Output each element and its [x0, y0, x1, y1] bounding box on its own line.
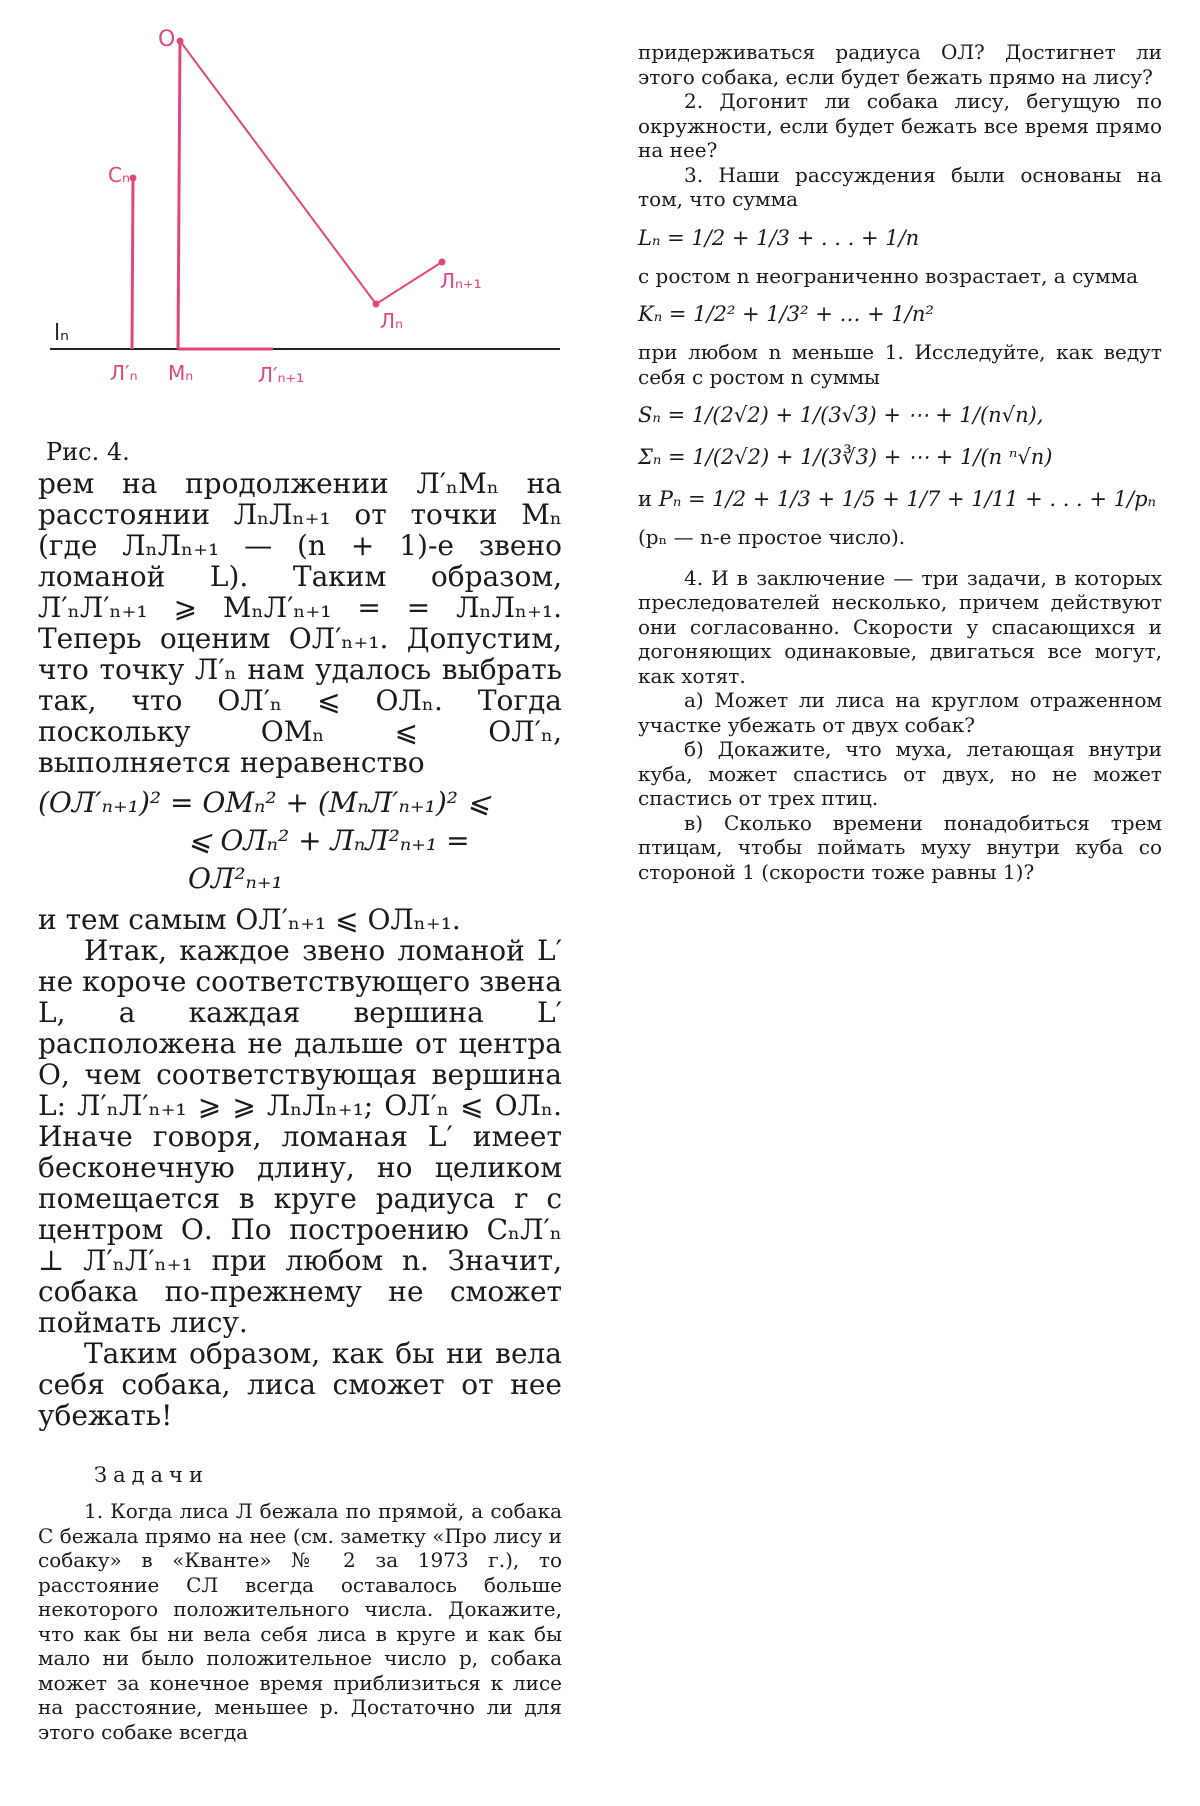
formula-Kn: Kₙ = 1/2² + 1/3² + … + 1/n² [638, 302, 934, 326]
polyline-O-L-L1 [180, 41, 442, 304]
paragraph: рем на продолжении Л′ₙMₙ на расстоянии ЛₙЛₙ₊₁ от точки Mₙ (где ЛₙЛₙ₊₁ — (n + 1)-е звено ломаной L). Таким образом, Л′ₙЛ′ₙ₊₁ ⩾ MₙЛ′ₙ₊₁ = = ЛₙЛₙ₊₁. Теперь оценим ОЛ′ₙ₊₁. Допустим, что точку Л′ₙ нам удалось выбрать так, что ОЛ′ₙ ⩽ ОЛₙ. Тогда поскольку ОMₙ ⩽ ОЛ′ₙ, выполняется неравенство [38, 467, 562, 779]
segment-C-L-prime [132, 178, 133, 349]
conjunction: и [638, 487, 652, 511]
paragraph: Таким образом, как бы ни вела себя собака, лиса сможет от нее убежать! [38, 1337, 562, 1432]
tasks-heading: Задачи [94, 1463, 209, 1487]
paragraph: Итак, каждое звено ломаной L′ не короче соответствующего звена L, а каждая вершина L′ расположена не дальше от центра О, чем соответствующая вершина L: Л′ₙЛ′ₙ₊₁ ⩾ ⩾ ЛₙЛₙ₊₁; ОЛ′ₙ ⩽ ОЛₙ. Иначе говоря, ломаная L′ имеет бесконечную длину, но целиком помещается в круге радиуса r с центром О. По построению СₙЛ′ₙ ⊥ Л′ₙЛ′ₙ₊₁ при любом n. Значит, собака по-прежнему не сможет поймать лису. [38, 934, 562, 1339]
point-C-n [130, 175, 137, 182]
task-3-intro: 3. Наши рассуждения были основаны на том, что сумма [638, 162, 1162, 211]
label-l-n: lₙ [54, 321, 69, 346]
task-1: 1. Когда лиса Л бежала по прямой, а собака С бежала прямо на нее (см. заметку «Про лису и собаку» в «Кванте» № 2 за 1973 г.), то расстояние СЛ всегда оставалось больше некоторого положительного числа. Докажите, что как бы ни вела себя лиса в круге и как бы мало ни было положительное число p, собака может за конечное время приблизиться к лисе на расстояние, меньшее p. Достаточно ли для этого собаке всегда [38, 1499, 562, 1744]
segment-O-M [178, 41, 180, 349]
point-L-n [373, 301, 380, 308]
figure-4 [40, 20, 580, 450]
label-L-prime-n: Л′ₙ [110, 361, 138, 385]
label-C-n: Сₙ [108, 163, 130, 187]
paragraph: при любом n меньше 1. Исследуйте, как ведут себя с ростом n суммы [638, 340, 1162, 389]
formula-Sn: Sₙ = 1/(2√2) + 1/(3√3) + ⋯ + 1/(n√n), [638, 403, 1044, 427]
formula-line: (ОЛ′ₙ₊₁)² = ОMₙ² + (MₙЛ′ₙ₊₁)² ⩽ [38, 786, 491, 819]
task-4b: б) Докажите, что муха, летающая внутри куба, может спастись от двух, но не может спастись от трех птиц. [638, 737, 1162, 810]
label-O: О [158, 27, 176, 52]
label-L-n1: Лₙ₊₁ [440, 269, 482, 293]
task-4a: а) Может ли лиса на круглом отраженном участке убежать от двух собак? [638, 688, 1162, 737]
formula-Pn: Pₙ = 1/2 + 1/3 + 1/5 + 1/7 + 1/11 + . . . + 1/pₙ [658, 487, 1157, 511]
label-L-n: Лₙ [380, 309, 404, 333]
point-O [177, 38, 184, 45]
task-4: 4. И в заключение — три задачи, в которых преследователей несколько, причем действуют они согласованно. Скорости у спасающихся и догоняющих одинаковые, двигаться все могут, как хотят. [638, 565, 1162, 688]
paragraph: с ростом n неограниченно возрастает, а сумма [638, 263, 1139, 288]
prime-note: (pₙ — n-е простое число). [638, 525, 906, 549]
inequality-formula [38, 784, 562, 898]
left-column [38, 468, 562, 1744]
figure-caption: Рис. 4. [46, 438, 130, 466]
paragraph: придерживаться радиуса ОЛ? Достигнет ли этого собака, если будет бежать прямо на лису? [638, 40, 1162, 89]
formula-Pn-row [638, 483, 1162, 515]
label-M-n: Mₙ [168, 361, 194, 385]
formula-line: ⩽ ОЛₙ² + ЛₙЛ²ₙ₊₁ = ОЛ²ₙ₊₁ [188, 824, 470, 895]
task-4c: в) Сколько времени понадобиться трем птицам, чтобы поймать муху внутри куба со стороной 1 (скорости тоже равны 1)? [638, 810, 1162, 884]
task-2: 2. Догонит ли собака лису, бегущую по окружности, если будет бежать все время прямо на нее? [638, 89, 1162, 162]
point-L-n1 [439, 259, 446, 266]
label-L-prime-n1: Л′ₙ₊₁ [258, 363, 305, 387]
formula-Sigma: Σₙ = 1/(2√2) + 1/(3∛3) + ⋯ + 1/(n ⁿ√n) [638, 445, 1053, 469]
formula-Ln: Lₙ = 1/2 + 1/3 + . . . + 1/n [638, 225, 920, 250]
right-column [638, 40, 1162, 884]
paragraph: и тем самым ОЛ′ₙ₊₁ ⩽ ОЛₙ₊₁. [38, 903, 461, 936]
